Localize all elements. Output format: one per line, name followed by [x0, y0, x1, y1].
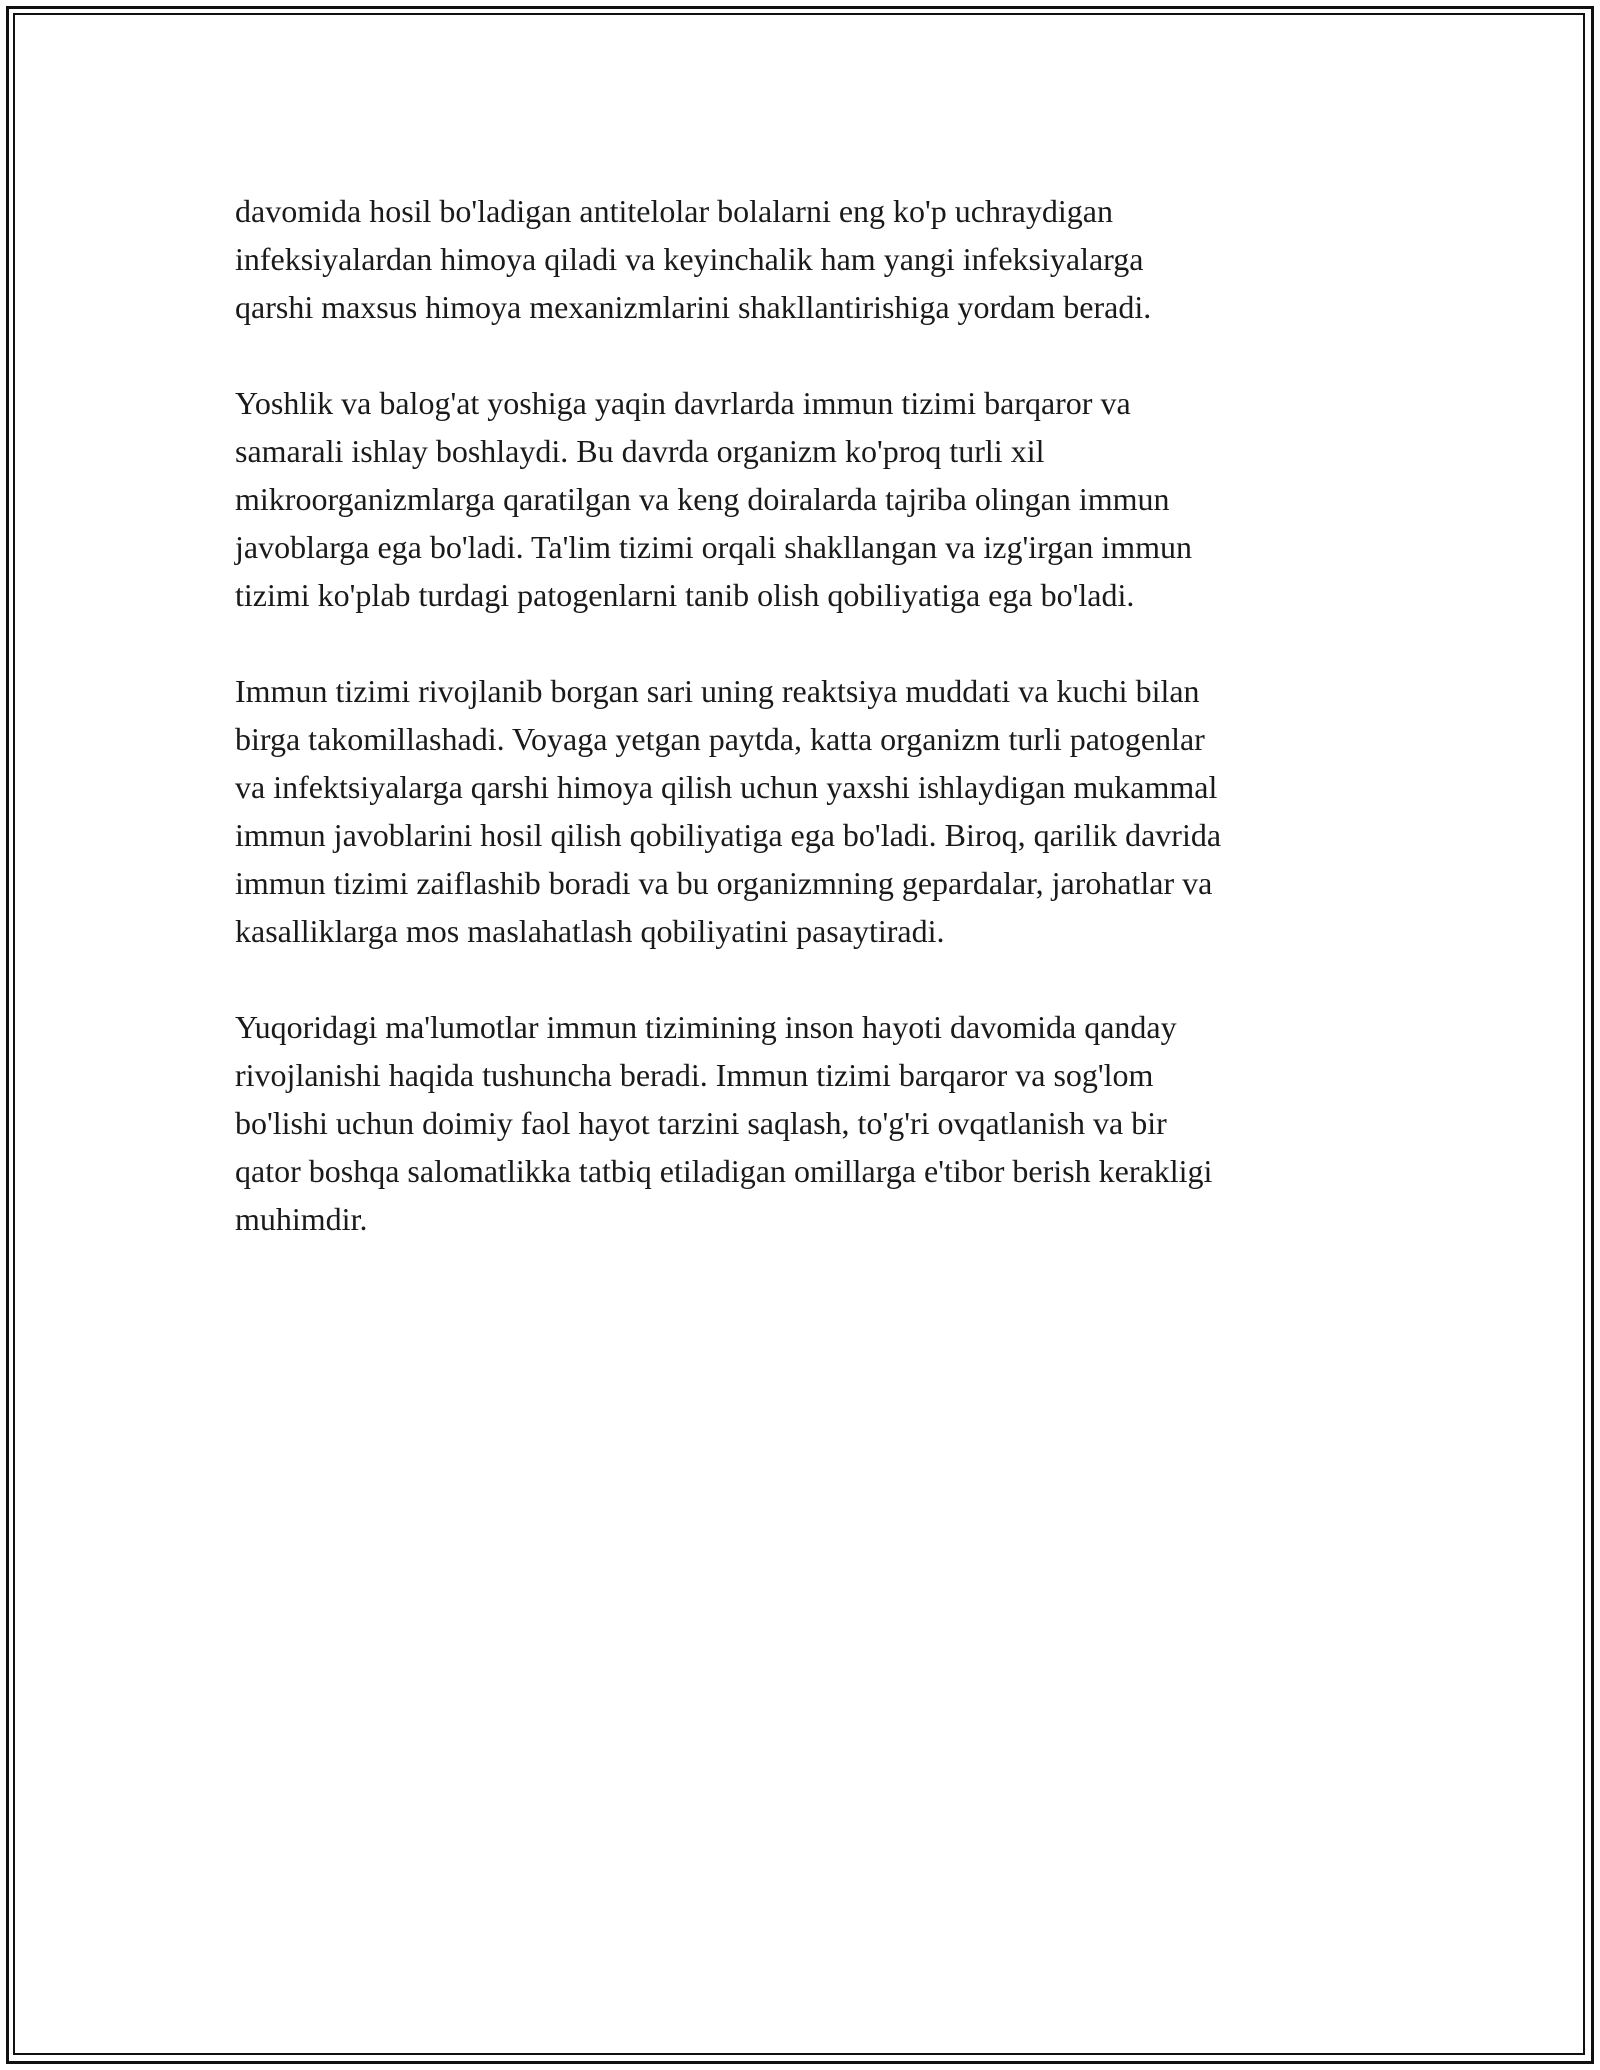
document-body	[235, 187, 1385, 1291]
text-line: qator boshqa salomatlikka tatbiq etiladigan omillarga e'tibor berish kerakligi	[235, 1153, 1213, 1189]
text-line: Immun tizimi rivojlanib borgan sari uning reaktsiya muddati va kuchi bilan	[235, 673, 1200, 709]
text-line: qarshi maxsus himoya mexanizmlarini shakllantirishiga yordam beradi.	[235, 289, 1152, 325]
text-line: Yoshlik va balog'at yoshiga yaqin davrlarda immun tizimi barqaror va	[235, 385, 1131, 421]
paragraph	[235, 1003, 1385, 1243]
text-line: birga takomillashadi. Voyaga yetgan paytda, katta organizm turli patogenlar	[235, 721, 1205, 757]
text-line: samarali ishlay boshlaydi. Bu davrda organizm ko'proq turli xil	[235, 433, 1045, 469]
text-line: javoblarga ega bo'ladi. Ta'lim tizimi orqali shakllangan va izg'irgan immun	[235, 529, 1193, 565]
text-line: infeksiyalardan himoya qiladi va keyinchalik ham yangi infeksiyalarga	[235, 241, 1144, 277]
paragraph	[235, 187, 1385, 331]
text-line: mikroorganizmlarga qaratilgan va keng doiralarda tajriba olingan immun	[235, 481, 1170, 517]
text-line: muhimdir.	[235, 1201, 368, 1237]
text-line: Yuqoridagi ma'lumotlar immun tizimining inson hayoti davomida qanday	[235, 1009, 1177, 1045]
text-line: immun tizimi zaiflashib boradi va bu organizmning gepardalar, jarohatlar va	[235, 865, 1213, 901]
paragraph	[235, 379, 1385, 619]
text-line: tizimi ko'plab turdagi patogenlarni tanib olish qobiliyatiga ega bo'ladi.	[235, 577, 1135, 613]
text-line: bo'lishi uchun doimiy faol hayot tarzini saqlash, to'g'ri ovqatlanish va bir	[235, 1105, 1167, 1141]
text-line: immun javoblarini hosil qilish qobiliyatiga ega bo'ladi. Biroq, qarilik davrida	[235, 817, 1222, 853]
text-line: davomida hosil bo'ladigan antitelolar bolalarni eng ko'p uchraydigan	[235, 193, 1113, 229]
paragraph	[235, 667, 1385, 955]
text-line: rivojlanishi haqida tushuncha beradi. Immun tizimi barqaror va sog'lom	[235, 1057, 1154, 1093]
text-line: kasalliklarga mos maslahatlash qobiliyatini pasaytiradi.	[235, 913, 945, 949]
text-line: va infektsiyalarga qarshi himoya qilish uchun yaxshi ishlaydigan mukammal	[235, 769, 1218, 805]
